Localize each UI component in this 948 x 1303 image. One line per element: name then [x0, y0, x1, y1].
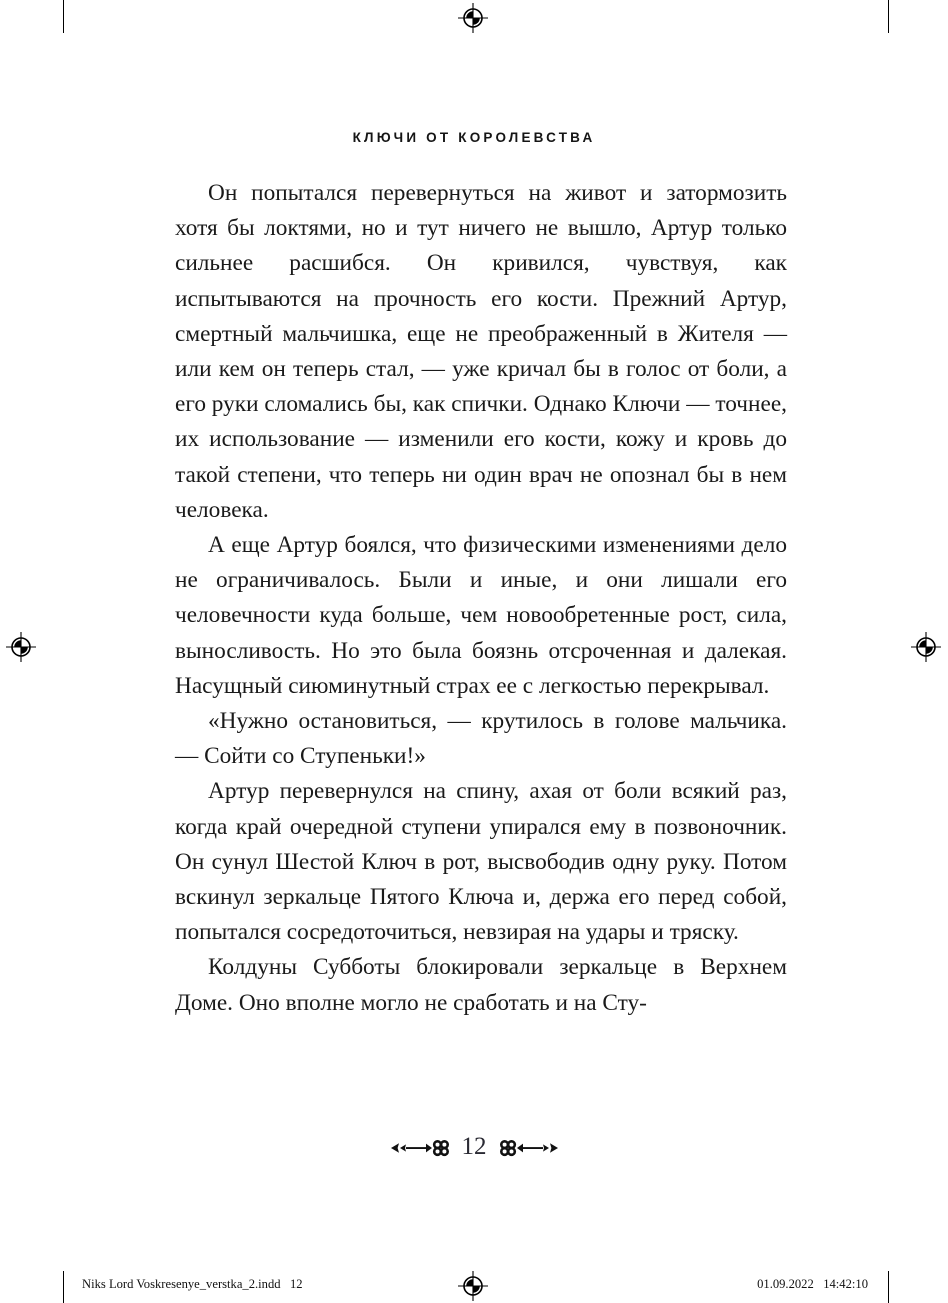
registration-target-icon-top — [458, 3, 488, 33]
registration-target-icon-right — [911, 632, 941, 662]
registration-target-icon-left — [6, 632, 36, 662]
trim-mark-top-right — [888, 0, 889, 33]
body-paragraph: А еще Артур боялся, что физическими изменениями дело не ограничивалось. Были и иные, и они лишали его человечности куда больше, чем новообретенные рост, сила, выносливость. Но это была боязнь отсроченная и далекая. Насущный сиюминутный страх ее с легкостью перекрывал. — [175, 532, 787, 699]
quatrefoil-dart-ornament-icon-right — [498, 1137, 560, 1159]
folio-block — [0, 1135, 948, 1160]
body-paragraph: Колдуны Субботы блокировали зеркальце в Верхнем Доме. Оно вполне могло не сработать и на Сту- — [175, 954, 787, 1016]
slug-line — [0, 1277, 948, 1295]
slug-timestamp: 01.09.2022 14:42:10 — [757, 1277, 868, 1291]
running-head: КЛЮЧИ ОТ КОРОЛЕВСТВА — [352, 130, 596, 145]
page-number: 12 — [461, 1133, 487, 1160]
body-paragraph: Артур перевернулся на спину, ахая от боли всякий раз, когда край очередной ступени упирался ему в позвоночник. Он сунул Шестой Ключ в рот, высвободив одну руку. Потом вскинул зеркальце Пятого Ключа и, держа его перед собой, попытался сосредоточиться, невзирая на удары и тряску. — [175, 778, 787, 946]
slug-filename: Niks Lord Voskresenye_verstka_2.indd 12 — [82, 1277, 303, 1291]
body-paragraph: Он попытался перевернуться на живот и затормозить хотя бы локтями, но и тут ничего не вышло, Артур только сильнее расшибся. Он кривился, чувствуя, как испытываются на прочность его кости. Прежний Артур, смертный мальчишка, еще не преображенный в Жителя — или кем он теперь стал, — уже кричал бы в голос от боли, а его руки сломались бы, как спички. Однако Ключи — точнее, их использование — изменили его кости, кожу и кровь до такой степени, что теперь ни один врач не опознал бы в нем человека. — [175, 180, 787, 523]
body-paragraph: «Нужно остановиться, — крутилось в голове мальчика. — Сойти со Ступеньки!» — [175, 708, 787, 770]
body-text-column — [175, 176, 787, 1021]
quatrefoil-dart-ornament-icon-left — [389, 1137, 451, 1159]
trim-mark-top-left — [63, 0, 64, 33]
